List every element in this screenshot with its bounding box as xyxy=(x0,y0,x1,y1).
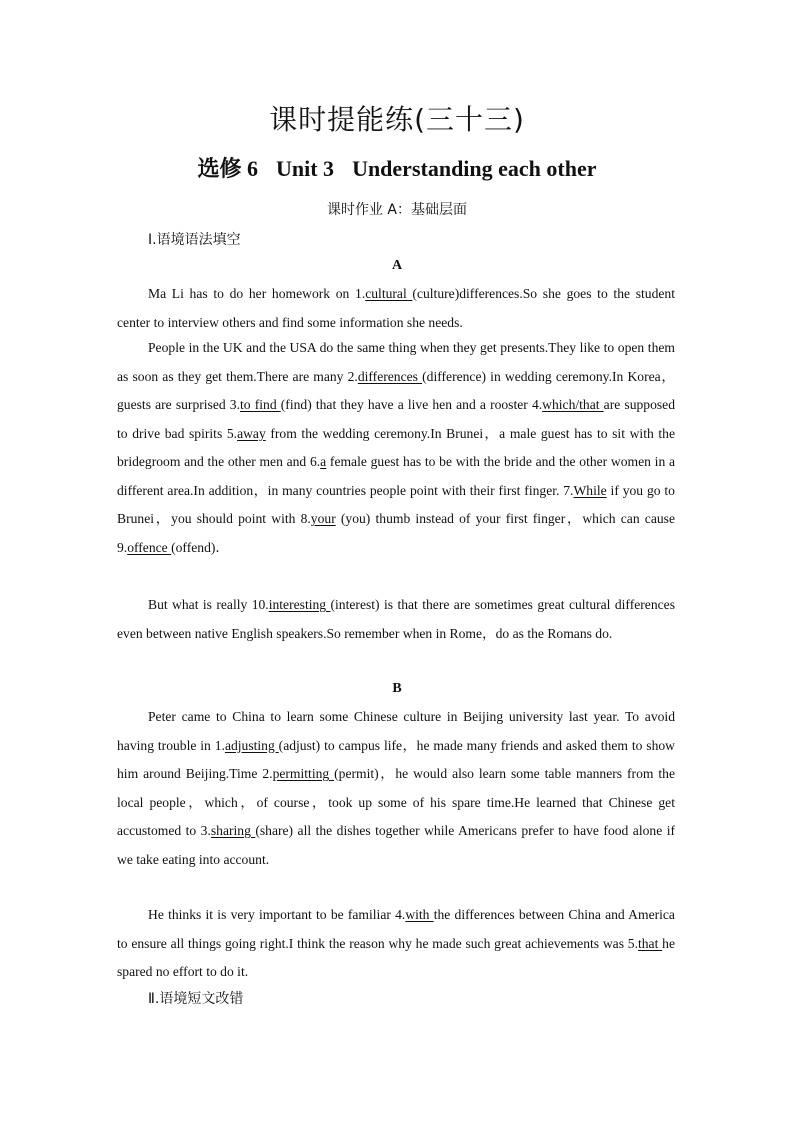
answer-blank: cultural xyxy=(365,286,413,301)
unit-name: Understanding each other xyxy=(352,156,597,181)
answer-blank: which/that xyxy=(542,397,604,412)
unit-heading xyxy=(0,152,794,183)
section-heading-correction: Ⅱ.语境短文改错 xyxy=(148,991,244,1007)
passage-letter-a: A xyxy=(391,258,403,273)
paragraph-b1: Peter came to China to learn some Chinese culture in Beijing university last year. To avoid having trouble in 1.adjusting (adjust) to campus life，he made many friends and asked them to show him around Beijing.Time 2.permitting (permit)，he would also learn some table manners from the local people，which，of course，took up some of his spare time.He learned that Chinese get accustomed to 3.sharing (share) all the dishes together while Americans prefer to have food alone if we take eating into account. xyxy=(117,709,675,867)
answer-blank: interesting xyxy=(268,597,331,612)
answer-blank: a xyxy=(320,454,327,469)
answer-blank: your xyxy=(310,511,336,526)
module-label: 选修 6 xyxy=(197,156,258,181)
answer-blank: with xyxy=(405,907,434,922)
section-heading-grammar: Ⅰ.语境语法填空 xyxy=(148,232,241,248)
answer-blank: While xyxy=(573,482,607,498)
paragraph-a3: But what is really 10.interesting (interest) is that there are sometimes great cultural differences even between native English speakers.So remember when in Rome，do as the Romans do. xyxy=(117,597,675,641)
page-title: 课时提能练(三十三) xyxy=(269,103,525,136)
answer-blank: that xyxy=(637,935,663,951)
answer-blank: offence xyxy=(127,539,172,555)
passage-letter-b: B xyxy=(392,681,402,696)
answer-blank: adjusting xyxy=(224,737,279,753)
paragraph-a2: People in the UK and the USA do the same thing when they get presents.They like to open them as soon as they get them.There are many 2.differences (difference) in wedding ceremony.In Korea，guests are surprised 3.to find (find) that they have a live hen and a rooster 4.which/that are supposed to drive bad spirits 5.away from the wedding ceremony.In Brunei，a male guest has to sit with the bridegroom and the other men and 6.a female guest has to be with the bride and the other women in a different area.In addition，in many countries people point with their first finger. 7.While if you go to Brunei，you should point with 8.your (you) thumb instead of your first finger，which can cause 9.offence (offend)． xyxy=(117,340,676,555)
answer-blank: permitting xyxy=(272,766,335,781)
homework-heading: 课时作业 A：基础层面 xyxy=(326,202,468,218)
answer-blank: differences xyxy=(357,368,423,384)
answer-blank: to find xyxy=(240,397,281,412)
paragraph-a1: Ma Li has to do her homework on 1.cultural (culture)differences.So she goes to the student center to interview others and find some information she needs. xyxy=(117,286,675,330)
unit-label: Unit 3 xyxy=(276,156,335,181)
paragraph-b2: He thinks it is very important to be familiar 4.with the differences between China and America to ensure all things going right.I think the reason why he made such great achievements was 5.that he spared no effort to do it. xyxy=(117,907,675,979)
answer-blank: away xyxy=(237,425,266,441)
answer-blank: sharing xyxy=(210,823,256,838)
